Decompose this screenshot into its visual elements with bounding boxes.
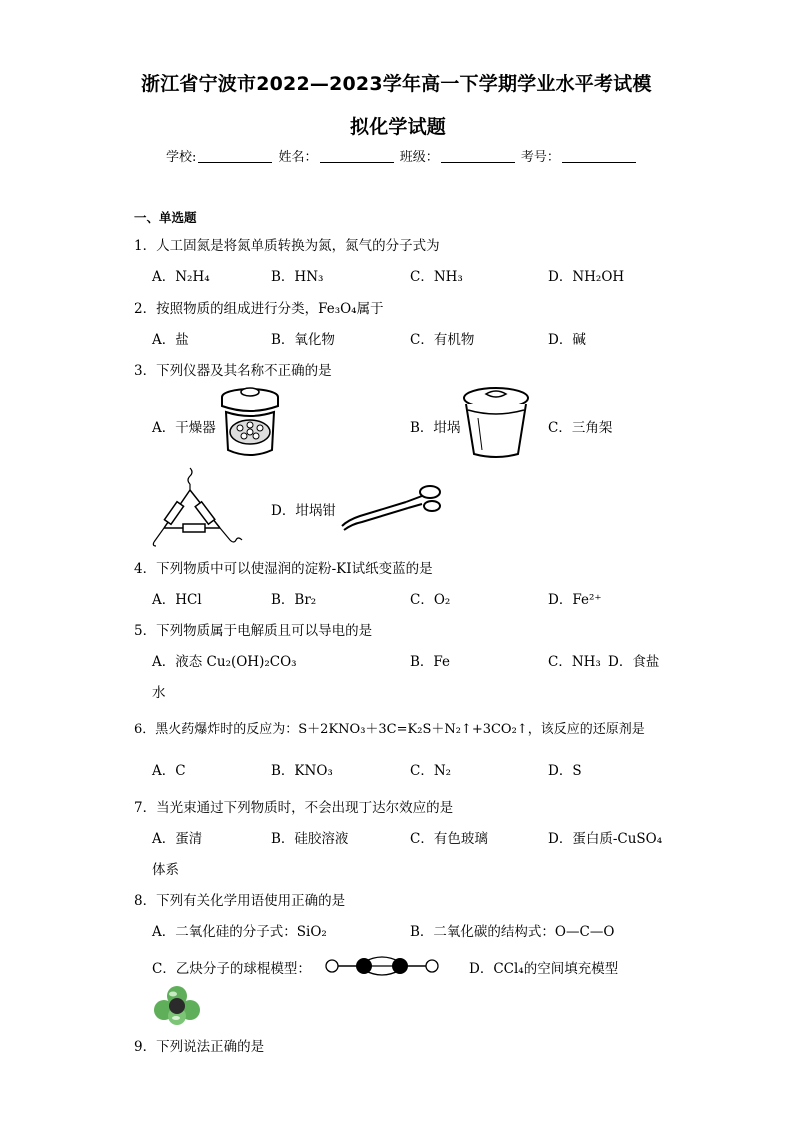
- option-a[interactable]: A．C: [152, 763, 186, 779]
- question-stem: 4．下列物质中可以使湿润的淀粉-KI试纸变蓝的是: [134, 561, 433, 577]
- crucible-tongs-image: [338, 480, 448, 532]
- name-field[interactable]: [320, 148, 394, 163]
- option-a[interactable]: A．HCl: [152, 592, 202, 608]
- option-b[interactable]: B．Fe: [410, 654, 451, 670]
- option-c[interactable]: C．O₂: [410, 592, 451, 608]
- option-a[interactable]: A．液态 Cu₂(OH)₂CO₃: [152, 654, 297, 670]
- option-a[interactable]: A．蛋清: [152, 831, 203, 847]
- option-c[interactable]: C．三角架: [548, 420, 613, 436]
- desiccator-image: [216, 384, 284, 460]
- option-a[interactable]: A．盐: [152, 332, 189, 348]
- option-d-wrap: 水: [152, 685, 166, 701]
- exam-no-label: 考号：: [520, 150, 560, 165]
- clay-triangle-image: [150, 466, 246, 548]
- option-d[interactable]: D．Fe²⁺: [548, 592, 602, 608]
- option-c[interactable]: C．有色玻璃: [410, 831, 488, 847]
- school-label: 学校:: [166, 150, 197, 165]
- crucible-image: [460, 384, 532, 460]
- option-d[interactable]: D．食盐: [608, 654, 660, 670]
- option-b[interactable]: B．二氧化碳的结构式：O—C—O: [410, 924, 615, 940]
- acetylene-ball-stick-model: [324, 952, 440, 980]
- student-info-row: [166, 146, 638, 165]
- question-stem: 2．按照物质的组成进行分类，Fe₃O₄属于: [134, 301, 384, 317]
- option-a[interactable]: A．干燥器: [152, 420, 216, 436]
- question-stem: 8．下列有关化学用语使用正确的是: [134, 893, 346, 909]
- name-label: 姓名：: [278, 150, 318, 165]
- school-field[interactable]: [198, 148, 272, 163]
- option-b[interactable]: B．KNO₃: [271, 763, 333, 779]
- option-d[interactable]: D．S: [548, 763, 582, 779]
- option-c[interactable]: C．N₂: [410, 763, 452, 779]
- option-b[interactable]: B．Br₂: [271, 592, 317, 608]
- page-title-line1: 浙江省宁波市2022—2023学年高一下学期学业水平考试模: [141, 73, 652, 95]
- option-d[interactable]: D．蛋白质-CuSO₄: [548, 831, 663, 847]
- option-d-wrap: 体系: [152, 862, 179, 878]
- class-field[interactable]: [441, 148, 515, 163]
- ccl4-space-filling-model: [152, 984, 202, 1026]
- option-d[interactable]: D．CCl₄的空间填充模型: [469, 961, 619, 977]
- question-stem: 1．人工固氮是将氮单质转换为氮，氮气的分子式为: [134, 238, 440, 254]
- option-b[interactable]: B．氧化物: [271, 332, 335, 348]
- question-stem: 7．当光束通过下列物质时，不会出现丁达尔效应的是: [134, 800, 454, 816]
- option-a[interactable]: A．N₂H₄: [152, 269, 210, 285]
- option-a[interactable]: A．二氧化硅的分子式：SiO₂: [152, 924, 327, 940]
- option-b[interactable]: B．HN₃: [271, 269, 324, 285]
- exam-no-field[interactable]: [562, 148, 636, 163]
- section-title: 一、单选题: [134, 210, 197, 225]
- option-c[interactable]: C．有机物: [410, 332, 475, 348]
- class-label: 班级：: [399, 150, 439, 165]
- option-c[interactable]: C．乙炔分子的球棍模型：: [152, 961, 311, 977]
- option-b[interactable]: B．硅胶溶液: [271, 831, 349, 847]
- question-stem: 5．下列物质属于电解质且可以导电的是: [134, 623, 373, 639]
- question-stem: 9．下列说法正确的是: [134, 1039, 265, 1055]
- option-c[interactable]: C．NH₃: [548, 654, 601, 670]
- question-stem: 3．下列仪器及其名称不正确的是: [134, 363, 332, 379]
- option-d[interactable]: D．碱: [548, 332, 586, 348]
- option-b[interactable]: B．坩埚: [410, 420, 461, 436]
- option-d[interactable]: D．坩埚钳: [271, 503, 336, 519]
- question-stem: 6．黑火药爆炸时的反应为：S＋2KNO₃＋3C=K₂S＋N₂↑+3CO₂↑，该反应的还原剂是: [134, 722, 645, 737]
- page-title-line2: 拟化学试题: [350, 116, 447, 138]
- option-c[interactable]: C．NH₃: [410, 269, 463, 285]
- option-d[interactable]: D．NH₂OH: [548, 269, 625, 285]
